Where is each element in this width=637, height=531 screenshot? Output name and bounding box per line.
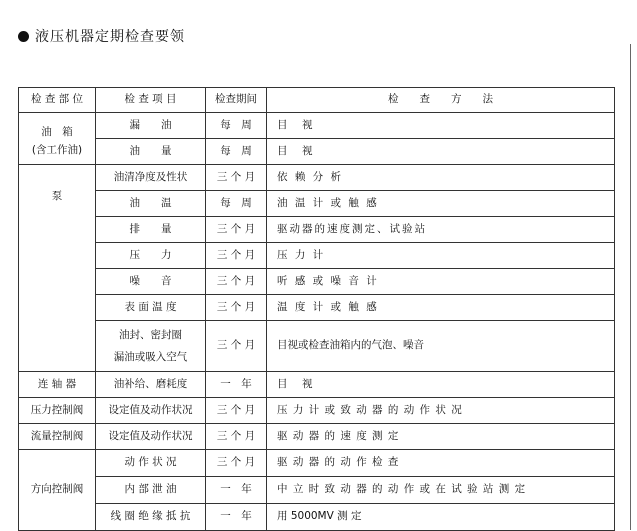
table-row — [19, 321, 615, 372]
table-row — [19, 450, 615, 477]
period-cell: 三 个 月 — [206, 165, 267, 191]
item-cell: 油补给、磨耗度 — [96, 372, 206, 398]
item-cell-multiline — [96, 321, 206, 372]
period-cell: 三 个 月 — [206, 295, 267, 321]
method-cell: 用 5000MV 测 定 — [267, 504, 615, 531]
table-row — [19, 372, 615, 398]
table-row — [19, 217, 615, 243]
table-row — [19, 165, 615, 191]
col-header-part: 检 查 部 位 — [19, 88, 96, 113]
table-row — [19, 504, 615, 531]
item-cell: 表 面 温 度 — [96, 295, 206, 321]
part-cell-flow-valve: 流量控制阀 — [19, 424, 96, 450]
method-cell: 油 温 计 或 触 感 — [267, 191, 615, 217]
method-cell: 压 力 计 或 致 动 器 的 动 作 状 况 — [267, 398, 615, 424]
method-cell: 听 感 或 噪 音 计 — [267, 269, 615, 295]
part-cell-pressure-valve: 压力控制阀 — [19, 398, 96, 424]
period-cell: 三 个 月 — [206, 424, 267, 450]
period-cell: 一 年 — [206, 372, 267, 398]
table-row — [19, 424, 615, 450]
period-cell: 一 年 — [206, 477, 267, 504]
method-cell: 驱 动 器 的 动 作 检 查 — [267, 450, 615, 477]
method-cell: 目 视 — [267, 372, 615, 398]
header-row — [19, 88, 615, 113]
col-header-period: 检查期间 — [206, 88, 267, 113]
item-cell: 油清净度及性状 — [96, 165, 206, 191]
method-cell: 依 赖 分 析 — [267, 165, 615, 191]
table-row — [19, 191, 615, 217]
item-cell: 噪 音 — [96, 269, 206, 295]
part-cell-pump: 泵 — [19, 165, 96, 372]
period-cell: 三 个 月 — [206, 243, 267, 269]
item-cell: 内 部 泄 油 — [96, 477, 206, 504]
period-cell: 三 个 月 — [206, 450, 267, 477]
method-cell: 目 视 — [267, 113, 615, 139]
item-cell: 线 圈 绝 缘 抵 抗 — [96, 504, 206, 531]
period-cell: 每 周 — [206, 139, 267, 165]
item-cell: 设定值及动作状况 — [96, 398, 206, 424]
table-row — [19, 139, 615, 165]
period-cell: 每 周 — [206, 191, 267, 217]
table-row — [19, 477, 615, 504]
method-cell: 压 力 计 — [267, 243, 615, 269]
table-row — [19, 398, 615, 424]
col-header-item: 检 查 项 目 — [96, 88, 206, 113]
item-cell: 设定值及动作状况 — [96, 424, 206, 450]
period-cell: 三 个 月 — [206, 321, 267, 372]
period-cell: 一 年 — [206, 504, 267, 531]
table-row — [19, 243, 615, 269]
inspection-table — [18, 87, 615, 531]
method-cell: 目 视 — [267, 139, 615, 165]
section-heading-text: 液压机器定期检查要领 — [35, 29, 185, 45]
part-cell-coupling: 连 轴 器 — [19, 372, 96, 398]
part-cell-oil-tank — [19, 113, 96, 165]
method-cell: 中 立 时 致 动 器 的 动 作 或 在 试 验 站 测 定 — [267, 477, 615, 504]
table-row — [19, 269, 615, 295]
bullet-dot-icon — [18, 31, 29, 42]
item-cell: 油 量 — [96, 139, 206, 165]
item-cell: 排 量 — [96, 217, 206, 243]
period-cell: 每 周 — [206, 113, 267, 139]
table-row — [19, 113, 615, 139]
item-cell: 油 温 — [96, 191, 206, 217]
part-label: 油 箱 — [41, 125, 73, 138]
item-line: 油封、密封圈 — [119, 329, 182, 341]
section-heading — [18, 26, 185, 46]
col-header-method: 检 查 方 法 — [267, 88, 615, 113]
method-cell: 温 度 计 或 触 感 — [267, 295, 615, 321]
part-sublabel: (含工作油) — [31, 143, 83, 156]
period-cell: 三 个 月 — [206, 398, 267, 424]
method-cell: 驱 动 器 的 速 度 测 定 — [267, 424, 615, 450]
table-row — [19, 295, 615, 321]
method-cell: 目视或检查油箱内的气泡、噪音 — [267, 321, 615, 372]
item-cell: 漏 油 — [96, 113, 206, 139]
item-cell: 动 作 状 况 — [96, 450, 206, 477]
item-line: 漏油或吸入空气 — [113, 351, 188, 363]
part-cell-direction-valve: 方向控制阀 — [19, 450, 96, 531]
period-cell: 三 个 月 — [206, 269, 267, 295]
item-cell: 压 力 — [96, 243, 206, 269]
period-cell: 三 个 月 — [206, 217, 267, 243]
method-cell: 驱动器的速度测定、试验站 — [267, 217, 615, 243]
page-edge-rule — [630, 44, 631, 530]
